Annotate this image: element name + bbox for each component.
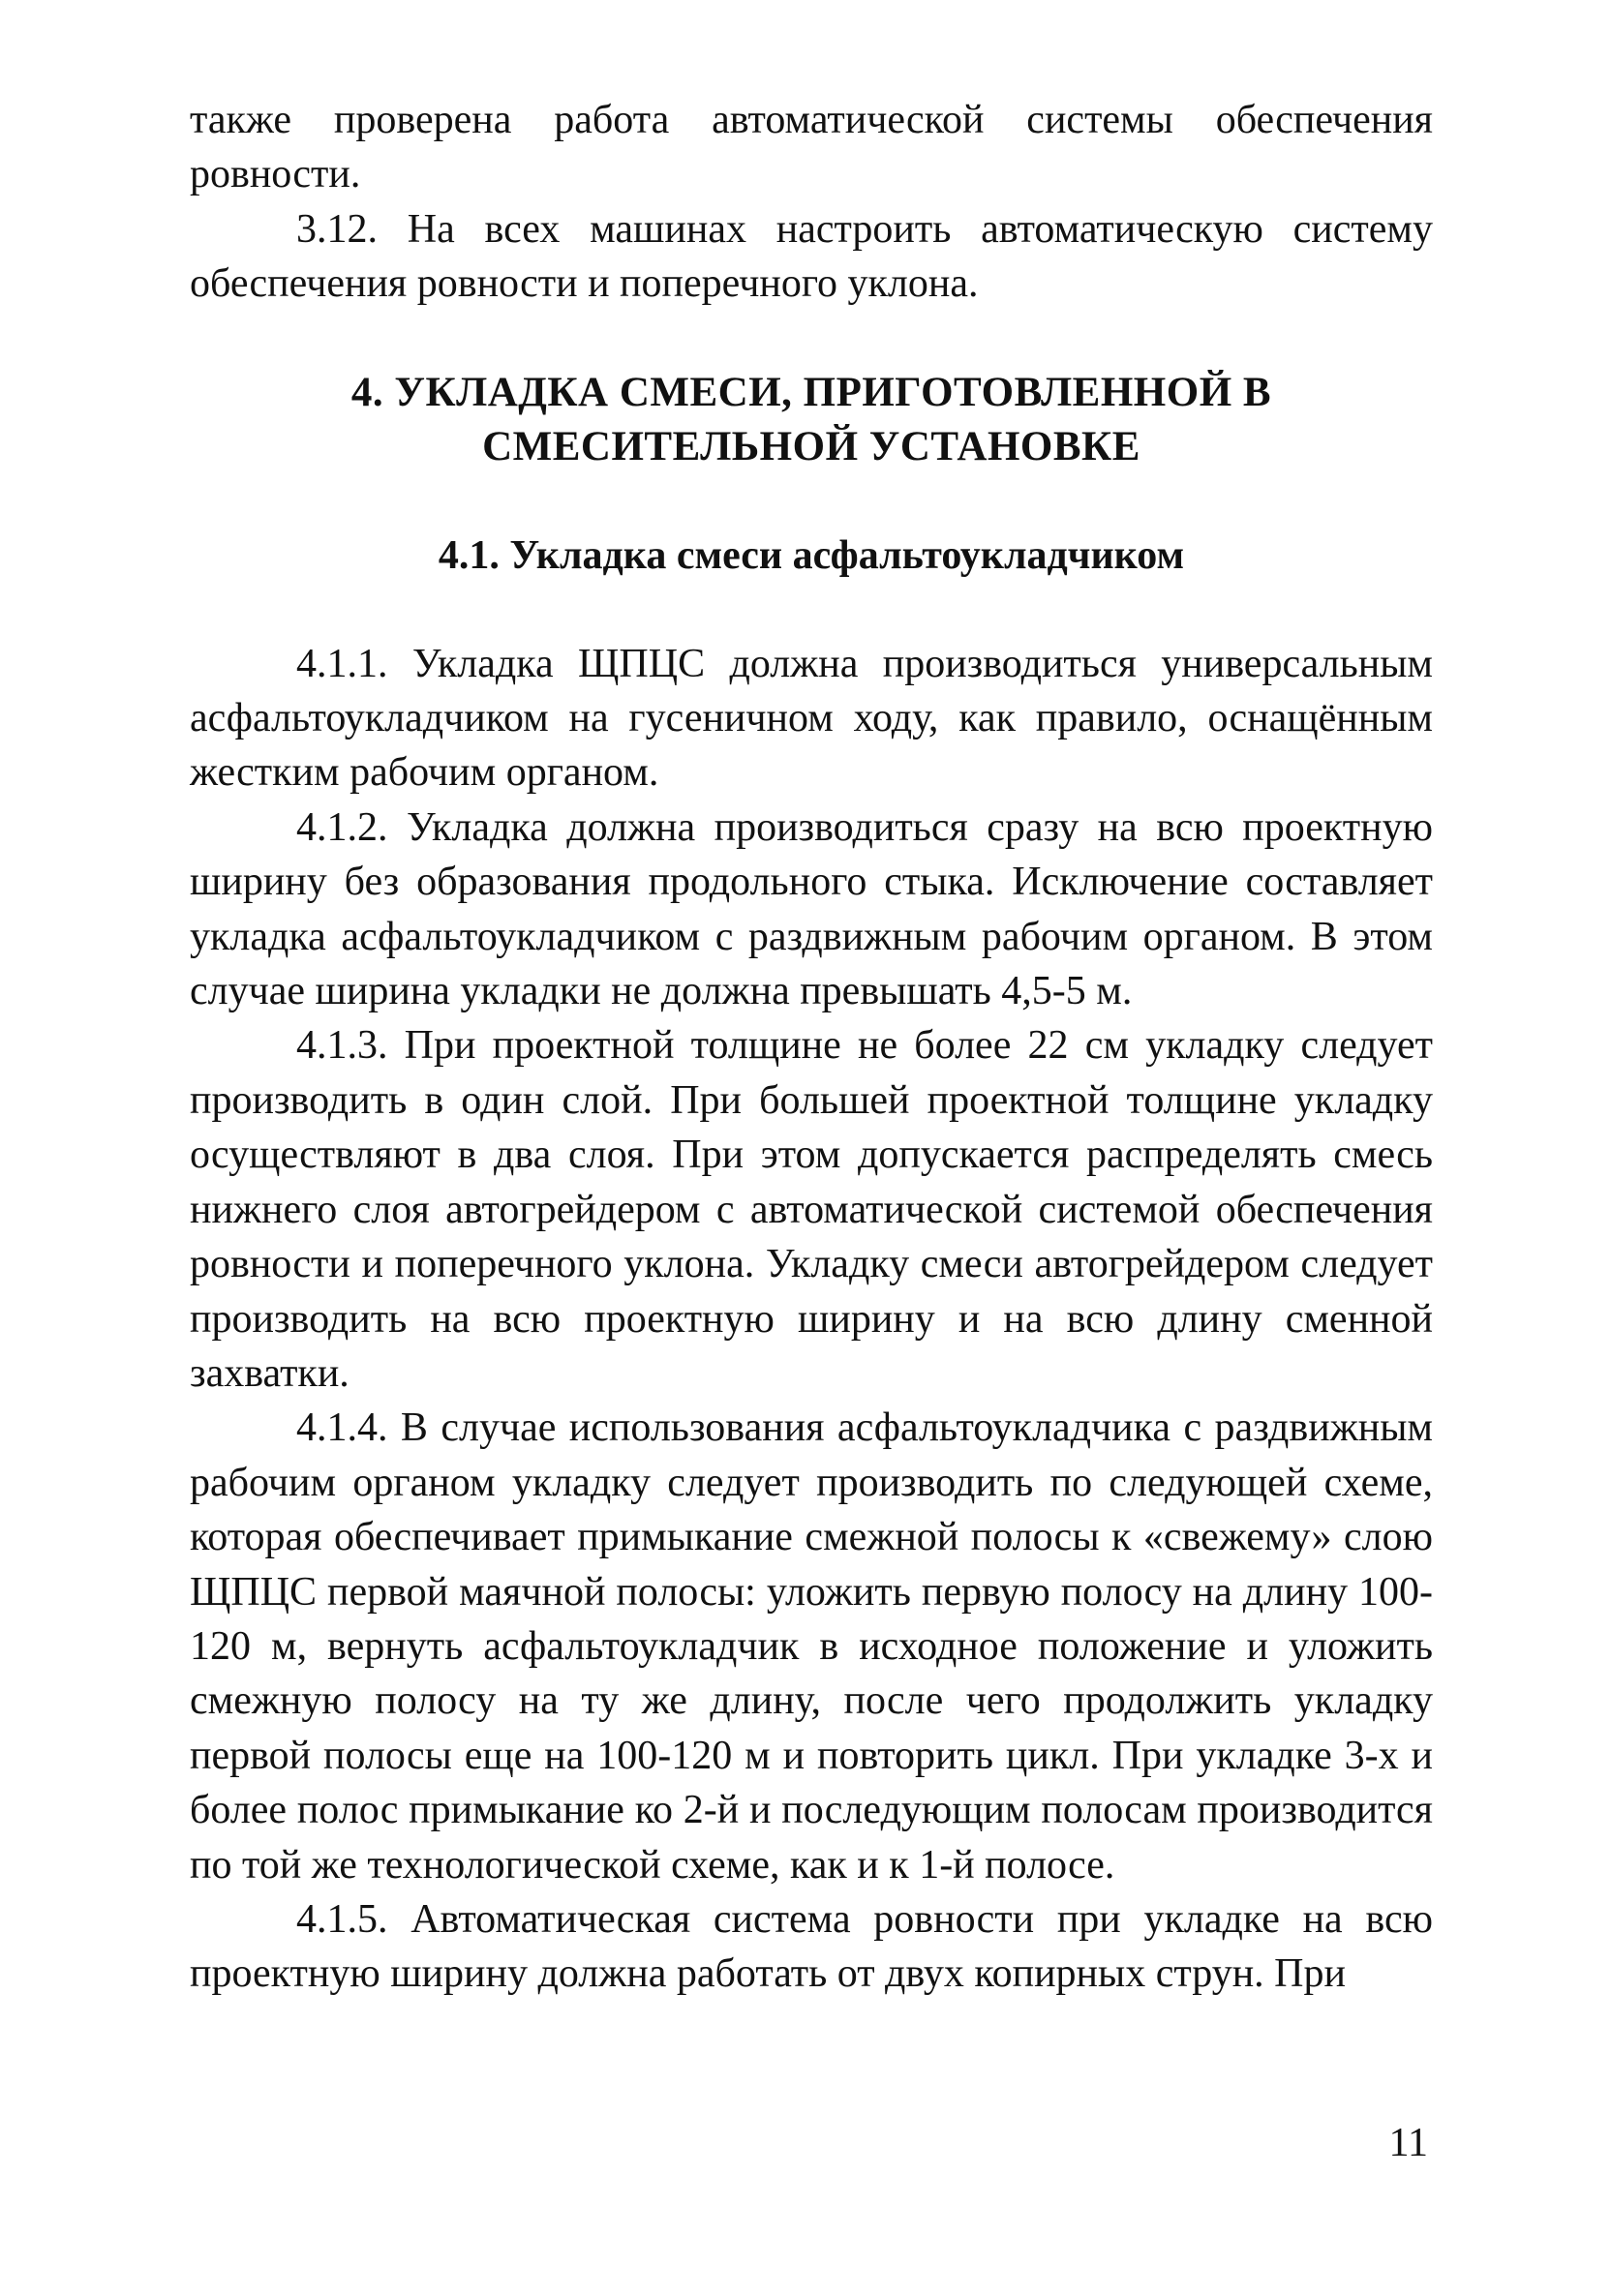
paragraph-4-1-3: 4.1.3. При проектной толщине не более 22 см укладку следует производить в один слой. При большей проектной толщине укладку осуществляют в два слоя. При этом допускается распределять смесь нижнего слоя автогрейдером с автоматической системой обеспечения ровности и поперечного уклона. Укладку смеси автогрейдером следует производить на всю проектную ширину и на всю длину сменной захватки. <box>190 1023 1433 1396</box>
paragraph-4-1-5: 4.1.5. Автоматическая система ровности при укладке на всю проектную ширину должна работать от двух копирных струн. При <box>190 1896 1433 1997</box>
body-text <box>190 93 1433 2002</box>
paragraph-3-12: 3.12. На всех машинах настроить автоматическую систему обеспечения ровности и поперечного уклона. <box>190 206 1433 307</box>
section-heading-line-1: 4. УКЛАДКА СМЕСИ, ПРИГОТОВЛЕННОЙ В <box>350 369 1272 415</box>
subsection-heading-4-1: 4.1. Укладка смеси асфальтоукладчиком <box>438 532 1185 578</box>
paragraph-4-1-4: 4.1.4. В случае использования асфальтоукладчика с раздвижным рабочим органом укладку следует производить по следующей схеме, которая обеспечивает примыкание смежной полосы к «свежему» слою ЩПЦС первой маячной полосы: уложить первую полосу на длину 100-120 м, вернуть асфальтоукладчик в исходное положение и уложить смежную полосу на ту же длину, после чего продолжить укладку первой полосы еще на 100-120 м и повторить цикл. При укладке 3-х и более полос примыкание ко 2-й и последующим полосам производится по той же технологической схеме, как и к 1-й полосе. <box>190 1405 1433 1888</box>
section-heading-4 <box>190 366 1433 474</box>
page-number: 11 <box>1388 2121 1428 2165</box>
section-heading-line-2: СМЕСИТЕЛЬНОЙ УСТАНОВКЕ <box>482 423 1140 469</box>
paragraph-4-1-2: 4.1.2. Укладка должна производиться сразу на всю проектную ширину без образования продольного стыка. Исключение составляет укладка асфальтоукладчиком с раздвижным рабочим органом. В этом случае ширина укладки не должна превышать 4,5-5 м. <box>190 804 1433 1014</box>
paragraph-continuation: также проверена работа автоматической системы обеспечения ровности. <box>190 98 1433 197</box>
paragraph-4-1-1: 4.1.1. Укладка ЩПЦС должна производиться универсальным асфальтоукладчиком на гусеничном ходу, как правило, оснащённым жестким рабочим органом. <box>190 641 1433 796</box>
